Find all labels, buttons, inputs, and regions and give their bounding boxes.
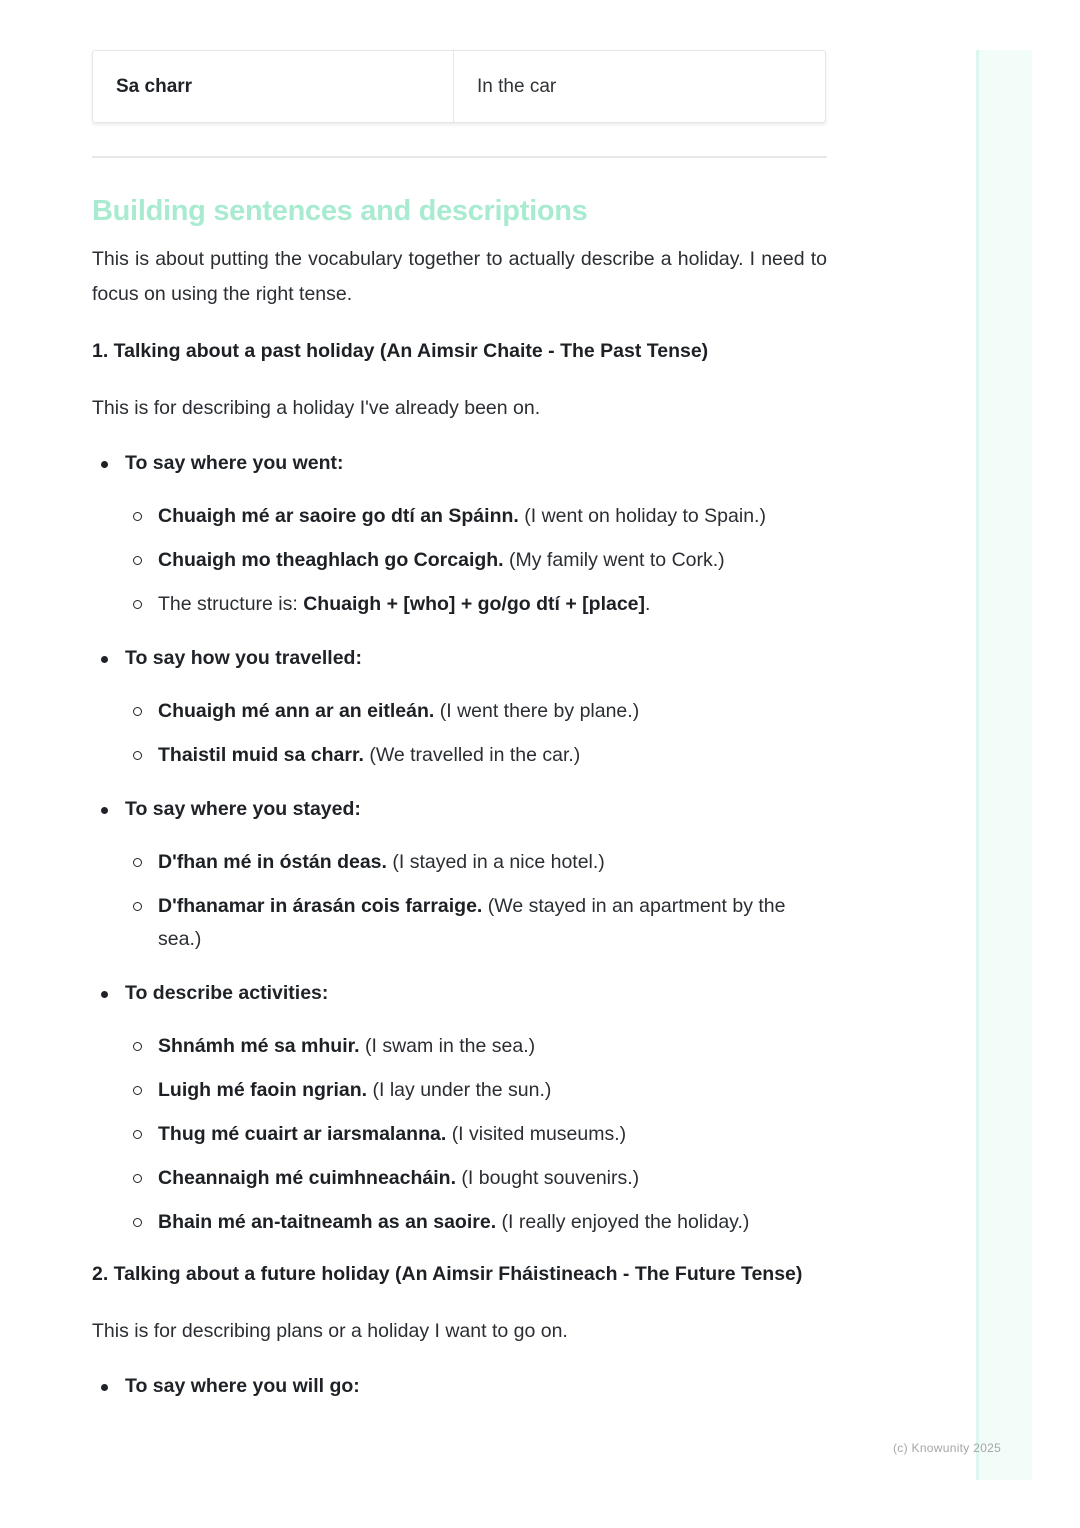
bullet-icon xyxy=(101,461,108,468)
list-item-where-went xyxy=(92,446,827,621)
structure-formula: Chuaigh + [who] + go/go dtí + [place] xyxy=(303,593,646,615)
list-item xyxy=(125,1030,827,1063)
list-item xyxy=(125,1206,827,1239)
list-item xyxy=(125,588,827,621)
section-intro: This is about putting the vocabulary together to actually describe a holiday. I need to focus on using the right tense. xyxy=(92,248,827,305)
section-divider xyxy=(92,156,827,158)
bullet-icon xyxy=(101,1384,108,1391)
list-label: To say where you will go: xyxy=(125,1375,360,1397)
irish-phrase: Luigh mé faoin ngrian. xyxy=(158,1079,368,1101)
past-tense-list xyxy=(92,446,827,1239)
right-margin-rail xyxy=(976,50,1032,1480)
circle-bullet-icon xyxy=(133,600,142,609)
list-label: To say how you travelled: xyxy=(125,647,362,669)
sub-list xyxy=(125,500,827,621)
bullet-icon xyxy=(101,991,108,998)
list-item-where-will-go xyxy=(92,1369,827,1404)
english-translation: (We travelled in the car.) xyxy=(369,744,581,766)
list-item xyxy=(125,846,827,879)
list-item xyxy=(125,1118,827,1151)
circle-bullet-icon xyxy=(133,1218,142,1227)
circle-bullet-icon xyxy=(133,512,142,521)
list-item xyxy=(125,544,827,577)
irish-phrase: D'fhanamar in árasán cois farraige. xyxy=(158,895,483,917)
document-content xyxy=(92,50,827,1404)
irish-phrase: D'fhan mé in óstán deas. xyxy=(158,851,387,873)
english-translation: (We stayed in an apartment by the sea.) xyxy=(158,895,786,950)
list-item xyxy=(125,500,827,533)
table-cell-english: In the car xyxy=(477,75,557,97)
section-title: Building sentences and descriptions xyxy=(92,195,588,227)
english-translation: (I stayed in a nice hotel.) xyxy=(392,851,605,873)
circle-bullet-icon xyxy=(133,902,142,911)
list-item-how-travelled xyxy=(92,641,827,772)
irish-phrase: Thaistil muid sa charr. xyxy=(158,744,364,766)
irish-phrase: Cheannaigh mé cuimhneacháin. xyxy=(158,1167,456,1189)
list-item xyxy=(125,695,827,728)
rail-line xyxy=(976,50,979,1480)
vocab-table-row xyxy=(92,50,826,123)
english-translation: (I went there by plane.) xyxy=(439,700,640,722)
english-translation: (I lay under the sun.) xyxy=(372,1079,552,1101)
circle-bullet-icon xyxy=(133,1174,142,1183)
future-tense-heading: 2. Talking about a future holiday (An Aimsir Fháistineach - The Future Tense) xyxy=(92,1263,803,1285)
sub-list xyxy=(125,1030,827,1239)
english-translation: (I went on holiday to Spain.) xyxy=(524,505,766,527)
irish-phrase: Chuaigh mo theaghlach go Corcaigh. xyxy=(158,549,504,571)
list-label: To say where you went: xyxy=(125,452,344,474)
list-item xyxy=(125,1162,827,1195)
english-translation: (I swam in the sea.) xyxy=(364,1035,536,1057)
list-item xyxy=(125,890,827,956)
english-translation: (I really enjoyed the holiday.) xyxy=(501,1211,750,1233)
circle-bullet-icon xyxy=(133,1130,142,1139)
english-translation: (I bought souvenirs.) xyxy=(461,1167,640,1189)
circle-bullet-icon xyxy=(133,707,142,716)
circle-bullet-icon xyxy=(133,1086,142,1095)
structure-suffix: . xyxy=(645,593,651,615)
table-cell-irish: Sa charr xyxy=(93,51,454,122)
irish-phrase: Chuaigh mé ann ar an eitleán. xyxy=(158,700,435,722)
list-item xyxy=(125,1074,827,1107)
structure-prefix: The structure is: xyxy=(158,593,304,615)
past-tense-intro: This is for describing a holiday I've already been on. xyxy=(92,397,541,419)
english-translation: (My family went to Cork.) xyxy=(509,549,725,571)
irish-phrase: Chuaigh mé ar saoire go dtí an Spáinn. xyxy=(158,505,519,527)
sub-list xyxy=(125,695,827,772)
list-item-activities xyxy=(92,976,827,1239)
list-item xyxy=(125,739,827,772)
past-tense-heading: 1. Talking about a past holiday (An Aimsir Chaite - The Past Tense) xyxy=(92,340,709,362)
bullet-icon xyxy=(101,807,108,814)
future-tense-intro: This is for describing plans or a holiday I want to go on. xyxy=(92,1320,568,1342)
circle-bullet-icon xyxy=(133,556,142,565)
list-item-where-stayed xyxy=(92,792,827,956)
circle-bullet-icon xyxy=(133,1042,142,1051)
future-tense-list xyxy=(92,1369,827,1404)
bullet-icon xyxy=(101,656,108,663)
irish-phrase: Shnámh mé sa mhuir. xyxy=(158,1035,360,1057)
irish-phrase: Bhain mé an-taitneamh as an saoire. xyxy=(158,1211,497,1233)
irish-phrase: Thug mé cuairt ar iarsmalanna. xyxy=(158,1123,447,1145)
sub-list xyxy=(125,846,827,956)
copyright-note: (c) Knowunity 2025 xyxy=(893,1441,1002,1455)
english-translation: (I visited museums.) xyxy=(451,1123,627,1145)
list-label: To say where you stayed: xyxy=(125,798,361,820)
list-label: To describe activities: xyxy=(125,982,329,1004)
circle-bullet-icon xyxy=(133,858,142,867)
circle-bullet-icon xyxy=(133,751,142,760)
